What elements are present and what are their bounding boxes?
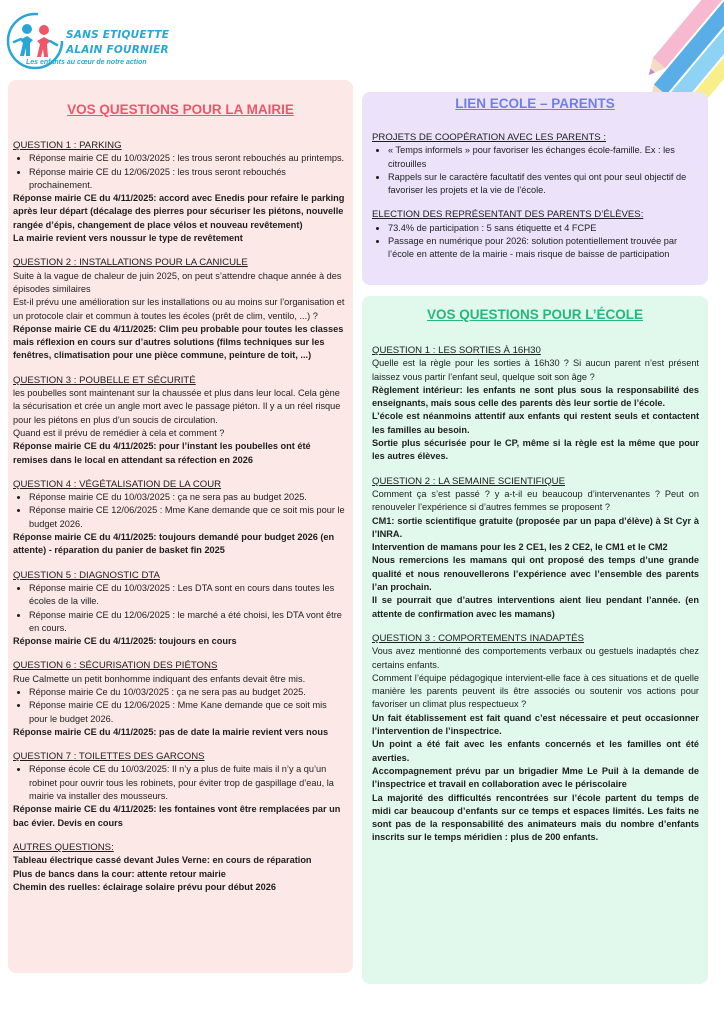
ecole-q2-answer: Intervention de mamans pour les 2 CE1, les 2 CE2, le CM1 et le CM2 [372,542,668,553]
lien-election-heading: ELECTION DES REPRÉSENTANT DES PARENTS D’ÉLÈVES: [372,209,644,221]
lien-election-list [372,222,700,262]
mairie-q6-text1: Rue Calmette un petit bonhomme indiquant des enfants devait être mis. [13,673,306,684]
mairie-q7-answer: Réponse mairie CE du 4/11/2025: les fontaines vont être remplacées par un bac évier. Devis en cours [13,804,341,828]
ecole-content [372,344,699,845]
ecole-q3-answer: Accompagnement prévu par un brigadier Mme Le Puil à la demande de l’inspectrice et travail en collaboration avec le périscolaire [372,765,699,790]
ecole-q1-answer: Sortie plus sécurisée pour le CP, même si la règle est la même que pour les autres élèves. [372,438,699,462]
mairie-q2-text2: Est-il prévu une amélioration sur les installations ou au moins sur l’organisation et un protocole clair et commun à toutes les écoles (prêt de clim, ventilo, ...) ? [13,297,345,321]
lien-projets-heading: PROJETS DE COOPÉRATION AVEC LES PARENTS : [372,132,607,143]
mairie-other-line: Plus de bancs dans la cour: attente retour mairie [13,868,226,879]
ecole-q3-text2: Comment l’équipe pédagogique intervient-elle face à ces situations et de quelle manière les parents peuvent ils être associés ou soutenir vos actions pour favoriser un climat plus respectueux ? [372,672,699,710]
ecole-title: VOS QUESTIONS POUR L’ÉCOLE [426,307,644,322]
ecole-q1-answer: Règlement intérieur: les enfants ne sont plus sous la responsabilité des enseignants, mais sous celle des parents dès leur sortie de l’école. [372,384,699,409]
lien-title: LIEN ECOLE – PARENTS [455,96,615,111]
mairie-q7-list [13,763,345,803]
list-item: • Réponse école CE du 10/03/2025: Il n’y a plus de fuite mais il n’y a qu’un robinet pour ouvrir tous les robinets, pour éviter trop de gaspillage d’eau, la mairie va installer des mousseurs. [29,763,345,803]
mairie-q1-answer2: La mairie revient vers noussur le type de revêtement [13,233,243,244]
list-item: • Réponse mairie CE du 12/06/2025 : les trous seront rebouchés prochainement. [29,166,345,193]
list-item: • Réponse mairie CE du 10/03/2025 : les trous seront rebouchés au printemps. [29,152,345,165]
ecole-q2-answer: CM1: sortie scientifique gratuite (proposée par un papa d’élève) à St Cyr à l’INRA. [372,515,699,539]
ecole-q1-heading: QUESTION 1 : LES SORTIES À 16H30 [372,345,541,356]
mairie-q4-heading: QUESTION 4 : VÉGÉTALISATION DE LA COUR [13,478,222,490]
mairie-q2-answer: Réponse mairie CE du 4/11/2025: Clim peu probable pour toutes les classes mais réflexion en cours sur d’autres solutions (films techniques sur les fenêtres, climatisation pour une pièce commune, peinture de toit, ...) [13,323,344,361]
mairie-q1-heading: QUESTION 1 : PARKING [13,140,122,151]
mairie-q4-list [13,491,345,531]
mairie-q3-answer: Réponse mairie CE du 4/11/2025: pour l’instant les poubelles ont été remises dans le local en attendant sa réfection en 2026 [13,441,311,465]
mairie-q5-answer: Réponse mairie CE du 4/11/2025: toujours en cours [13,636,237,647]
mairie-q4-answer: Réponse mairie CE du 4/11/2025: toujours demandé pour budget 2026 (en attente) - réparation du panier de basket fin 2025 [13,532,335,556]
logo-tagline: Les enfants au cœur de notre action [26,59,147,66]
mairie-q5-list [13,582,345,635]
ecole-q2-answer: Il se pourrait que d’autres interventions aient lieu pendant l’année. (en attente de confirmation avec les mamans) [372,595,699,619]
list-item: • Réponse mairie CE du 10/03/2025 : Les DTA sont en cours dans toutes les écoles de la ville. [29,582,345,609]
list-item: • Réponse mairie CE du 12/06/2025 : le marché a été choisi, les DTA vont être en cours. [29,609,345,636]
ecole-q2-heading: QUESTION 2 : LA SEMAINE SCIENTIFIQUE [372,475,565,487]
mairie-q3-text1: les poubelles sont maintenant sur la chaussée et plus dans leur local. Cela gène la sécurisation et crée un angle mort avec le passage piéton. Il y a un réel risque pour les piétons en plus d’un soucis de circulation. [13,388,341,425]
mairie-q2-text1: Suite à la vague de chaleur de juin 2025, on peut s’attendre chaque année à des épisodes similaires [13,270,342,294]
mairie-q3-text2: Quand est il prévu de remédier à cela et comment ? [13,427,225,438]
mairie-q6-answer: Réponse mairie CE du 4/11/2025: pas de date la mairie revient vers nous [13,726,329,737]
ecole-q1-text: Quelle est la règle pour les sorties à 16h30 ? Si aucun parent n’est présent laissez vous partir l’enfant seul, quelque soit son âge ? [372,358,699,382]
mairie-panel [8,80,353,973]
mairie-other-line: Tableau électrique cassé devant Jules Verne: en cours de réparation [13,855,312,866]
logo-title-line2: ALAIN FOURNIER [66,44,169,56]
ecole-q1-answer: L’école est néanmoins attentif aux enfants qui restent seuls et contactent les familles au besoin. [372,411,699,435]
lien-projets-list [372,144,700,197]
ecole-q3-answer: La majorité des difficultés rencontrées sur l’école partent du temps de midi car beaucoup d’enfants sur ce temps et espaces limités. Les faits ne sont pas de la responsabilité des animateurs mais du nombre d’enfants inscrits sur le temps méridien : plus de 200 enfants. [372,792,699,843]
mairie-q3-heading: QUESTION 3 : POUBELLE ET SÉCURITÉ [13,374,196,386]
list-item: • 73.4% de participation : 5 sans étiquette et 4 FCPE [388,222,700,235]
ecole-q3-answer: Un fait établissement est fait quand c’est nécessaire et peut occasionner l’intervention de l’inspectrice. [372,712,699,737]
mairie-q2-heading: QUESTION 2 : INSTALLATIONS POUR LA CANICULE [13,257,248,269]
ecole-q3-answer: Un point a été fait avec les enfants concernés et les familles ont été averties. [372,739,699,763]
mairie-q6-list [13,686,345,726]
ecole-q3-heading: QUESTION 3 : COMPORTEMENTS INADAPTÉS [372,632,584,644]
list-item: • Rappels sur le caractère facultatif des ventes qui ont pour seul objectif de favoriser les projets et la vie de l’école. [388,171,700,198]
mairie-q7-heading: QUESTION 7 : TOILETTES DES GARCONS [13,751,205,763]
mairie-title: VOS QUESTIONS POUR LA MAIRIE [67,102,294,117]
mairie-q1-list [13,152,345,192]
ecole-panel [362,296,708,984]
ecole-q2-text: Comment ça s’est passé ? y a-t-il eu beaucoup d’intervenantes ? Peut on renouveler l’expérience si d’autres femmes se proposent ? [372,488,699,513]
list-item: • Réponse mairie Ce du 10/03/2025 : ça ne sera pas au budget 2025. [29,686,345,699]
list-item: • Réponse mairie CE 12/06/2025 : Mme Kane demande que ce soit mis pour le budget 2026. [29,504,345,531]
ecole-q2-answer: Nous remercions les mamans qui ont proposé des temps d’une grande qualité et nous renouvellerons l’expérience avec l’ensemble des parents l’an prochain. [372,555,699,593]
mairie-q1-answer: Réponse mairie CE du 4/11/2025: accord avec Enedis pour refaire le parking après leur départ (décalage des pierres pour sécuriser les piétons, nouvelle rangée d’épis, changement de place vélos et nouveau revêtement) [13,193,345,230]
mairie-content [13,139,345,894]
mairie-other-line: Chemin des ruelles: éclairage solaire prévu pour début 2026 [13,881,276,892]
lien-content [372,131,700,262]
logo [4,6,174,72]
list-item: • Réponse mairie CE du 10/03/2025 : ça ne sera pas au budget 2025. [29,491,345,504]
mairie-other-heading: AUTRES QUESTIONS: [13,841,114,853]
list-item: • Passage en numérique pour 2026: solution potentiellement trouvée par l’école en attente de la mairie - mais risque de baisse de participation [388,235,700,262]
list-item: • « Temps informels » pour favoriser les échanges école-famille. Ex : les citrouilles [388,144,700,171]
lien-ecole-parents-panel [362,92,708,285]
list-item: • Réponse mairie CE du 12/06/2025 : Mme Kane demande que ce soit mis pour le budget 2026. [29,699,345,726]
ecole-q3-text1: Vous avez mentionné des comportements verbaux ou gestuels inadaptés chez certains enfants. [372,646,699,670]
mairie-q6-heading: QUESTION 6 : SÉCURISATION DES PIÉTONS [13,660,218,672]
mairie-q5-heading: QUESTION 5 : DIAGNOSTIC DTA [13,569,160,581]
logo-title-line1: SANS ETIQUETTE [66,29,170,41]
